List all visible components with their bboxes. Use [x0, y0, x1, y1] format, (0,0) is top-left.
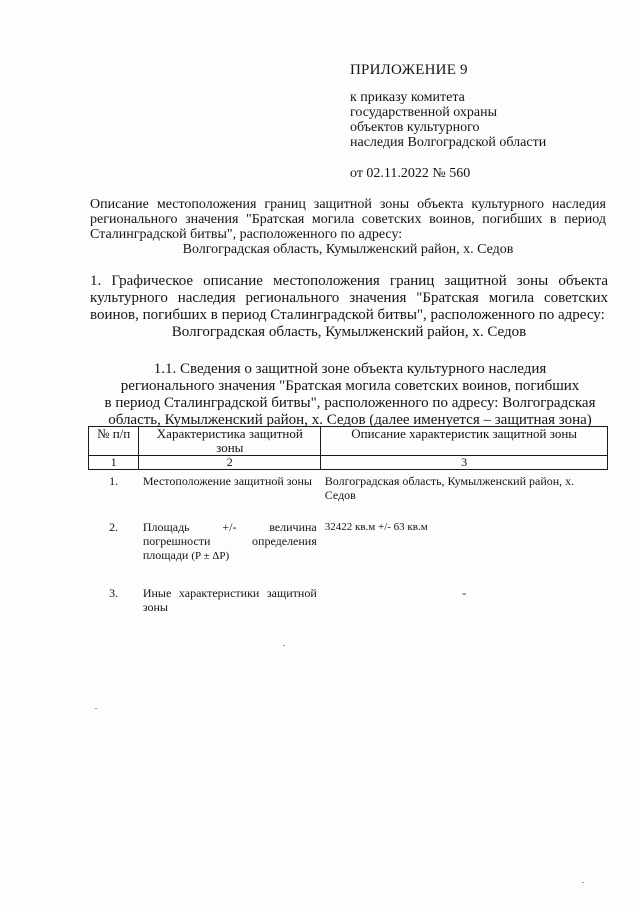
appendix-line-4: наследия Волгоградской области — [350, 135, 547, 150]
column-number-1: 1 — [89, 456, 139, 470]
row-2-num: 2. — [109, 520, 119, 534]
row-1-num: 1. — [109, 474, 119, 488]
appendix-line-1: к приказу комитета — [350, 90, 465, 105]
table-column-numbers-row — [89, 456, 608, 470]
row-1-description: Волгоградская область, Кумылженский район, х. Седов — [324, 474, 575, 502]
row-3-characteristic: Иные характеристики защитной зоны — [142, 586, 317, 614]
subsection-line-3: в период Сталинградской битвы", расположенного по адресу: Волгоградская — [104, 395, 596, 411]
appendix-header — [350, 63, 630, 181]
protection-zone-table — [88, 426, 608, 626]
subsection-line-2: регионального значения "Братская могила советских воинов, погибших — [120, 378, 580, 394]
appendix-title: ПРИЛОЖЕНИЕ 9 — [350, 62, 468, 78]
subsection-line-1: 1.1. Сведения о защитной зоне объекта культурного наследия — [153, 361, 547, 377]
description-text: Описание местоположения границ защитной зоны объекта культурного наследия регионального значения "Братская могила советских воинов, погибших в период Сталинградской битвы", расположенного по адресу: — [90, 197, 606, 242]
header-characteristic: Характеристика защитной зоны — [139, 427, 321, 456]
scan-speck — [283, 645, 285, 646]
subsection-1-1-heading — [100, 361, 600, 429]
table-row — [89, 582, 608, 626]
document-description — [90, 197, 606, 257]
row-1-characteristic: Местоположение защитной зоны — [142, 474, 312, 488]
section-1-text: 1. Графическое описание местоположения границ защитной зоны объекта культурного наследия регионального значения "Братская могила советских воинов, погибших в период Сталинградской битвы", расположенного по адресу: — [90, 273, 608, 323]
description-address: Волгоградская область, Кумылженский район, х. Седов — [182, 242, 514, 257]
column-number-2: 2 — [139, 456, 321, 470]
header-num: № п/п — [89, 427, 139, 456]
row-2-description: 32422 кв.м +/- 63 кв.м — [324, 521, 428, 533]
table-header-row — [89, 427, 608, 456]
table-row — [89, 516, 608, 582]
scan-speck — [95, 708, 97, 709]
row-3-description: - — [462, 586, 467, 600]
appendix-line-3: объектов культурного — [350, 120, 480, 135]
row-3-num: 3. — [109, 586, 119, 600]
table-row — [89, 470, 608, 517]
row-2-formula: (P ± ΔP) — [191, 550, 230, 562]
row-2-characteristic-text: Площадь +/- величина погрешности определения площади — [142, 520, 317, 562]
appendix-line-2: государственной охраны — [350, 105, 498, 120]
column-number-3: 3 — [321, 456, 608, 470]
section-1-address: Волгоградская область, Кумылженский район, х. Седов — [171, 324, 527, 340]
subsection-line-4: область, Кумылженский район, х. Седов (далее именуется – защитная зона) — [108, 412, 592, 428]
scan-speck — [582, 882, 584, 883]
header-description: Описание характеристик защитной зоны — [321, 427, 608, 456]
section-1-heading — [90, 273, 608, 341]
order-reference: от 02.11.2022 № 560 — [350, 166, 471, 181]
row-2-characteristic — [139, 516, 321, 582]
